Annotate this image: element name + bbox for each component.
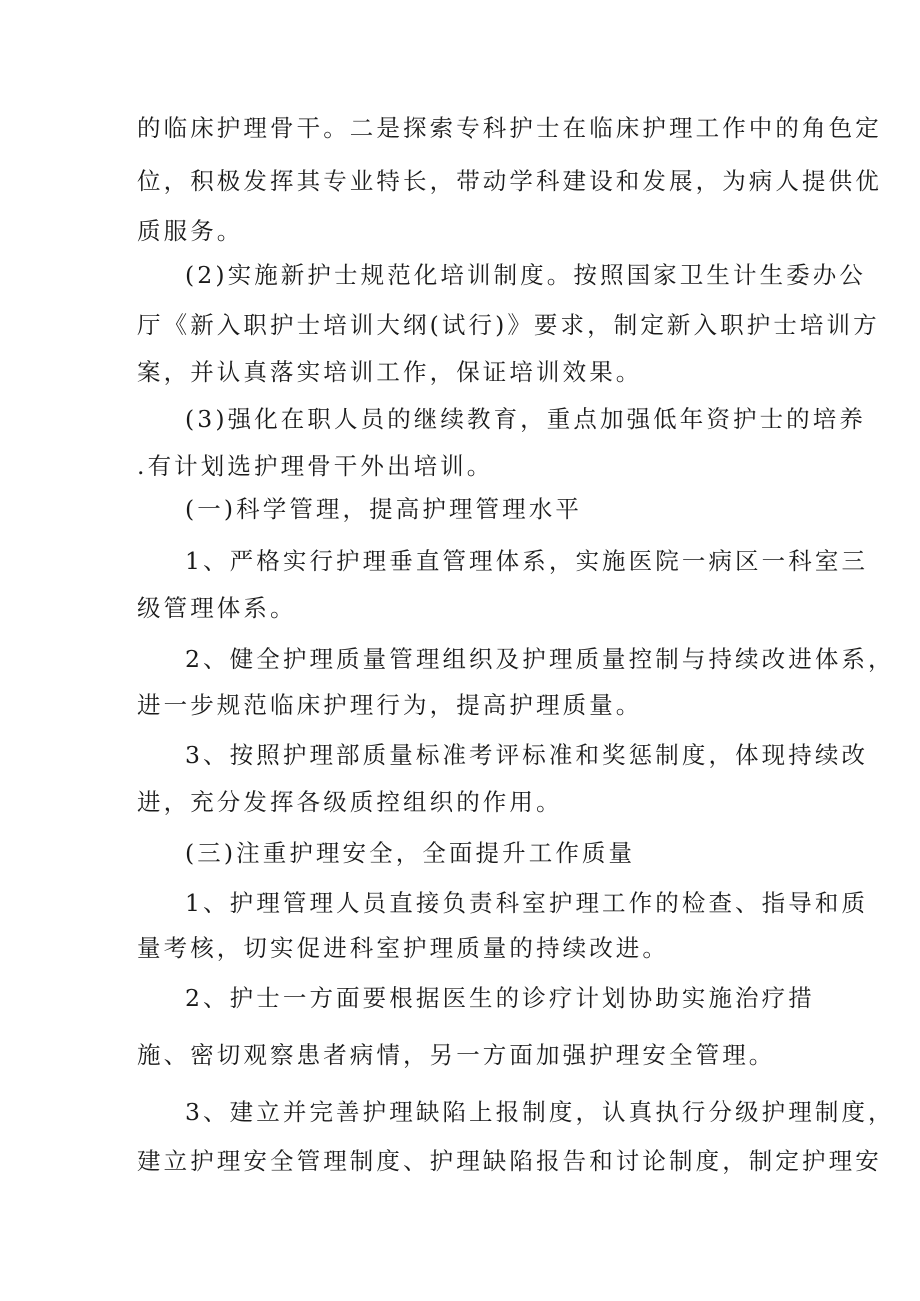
text-line: 3、建立并完善护理缺陷上报制度，认真执行分级护理制度，: [185, 1098, 895, 1126]
text-line: 2、护士一方面要根据医生的诊疗计划协助实施治疗措: [185, 984, 815, 1012]
text-line: 1、护理管理人员直接负责科室护理工作的检查、指导和质: [185, 889, 869, 917]
text-line: 量考核，切实促进科室护理质量的持续改进。: [137, 934, 669, 962]
text-line: (3)强化在职人员的继续教育，重点加强低年资护士的培养: [185, 405, 866, 433]
text-line: .有计划选护理骨干外出培训。: [137, 452, 494, 480]
text-line: 进一步规范临床护理行为，提高护理质量。: [137, 691, 643, 719]
text-line: 进，充分发挥各级质控组织的作用。: [137, 788, 563, 816]
text-line: 级管理体系。: [137, 594, 297, 622]
section-heading: (三)注重护理安全，全面提升工作质量: [185, 839, 636, 867]
text-line: 质服务。: [137, 217, 244, 245]
text-line: 3、按照护理部质量标准考评标准和奖惩制度，体现持续改: [185, 741, 869, 769]
text-line: 建立护理安全管理制度、护理缺陷报告和讨论制度，制定护理安: [137, 1147, 882, 1175]
text-line: 位，积极发挥其专业特长，带动学科建设和发展，为病人提供优: [137, 167, 882, 195]
text-line: 案，并认真落实培训工作，保证培训效果。: [137, 358, 643, 386]
text-line: 施、密切观察患者病情，另一方面加强护理安全管理。: [137, 1041, 776, 1069]
text-line: (2)实施新护士规范化培训制度。按照国家卫生计生委办公: [185, 261, 866, 289]
text-line: 2、健全护理质量管理组织及护理质量控制与持续改进体系，: [185, 645, 895, 673]
text-line: 1、严格实行护理垂直管理体系，实施医院一病区一科室三: [185, 547, 869, 575]
text-line: 厅《新入职护士培训大纲(试行)》要求，制定新入职护士培训方: [137, 311, 880, 339]
text-line: 的临床护理骨干。二是探索专科护士在临床护理工作中的角色定: [137, 114, 882, 142]
section-heading: (一)科学管理，提高护理管理水平: [185, 495, 582, 523]
